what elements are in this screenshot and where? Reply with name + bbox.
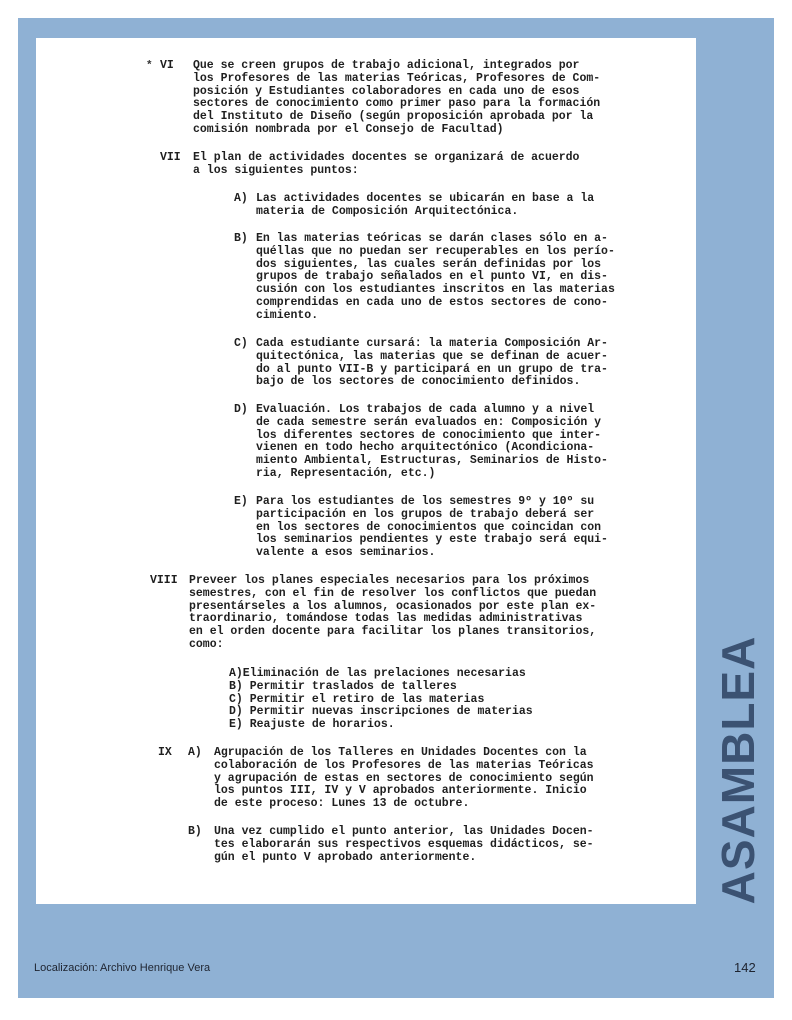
item-label: E): [234, 495, 248, 508]
text-line: sectores de conocimiento como primer paso para la formación: [193, 97, 601, 111]
text-line: de cada semestre serán evaluados en: Composición y: [256, 415, 602, 429]
section-vii-c-text: [256, 338, 608, 389]
text-line: los diferentes sectores de conocimiento que inter-: [256, 428, 602, 442]
text-line: tes elaborarán sus respectivos esquemas didácticos, se-: [214, 837, 594, 851]
section-vi-text: [193, 60, 600, 137]
section-vii-text: [193, 152, 579, 178]
section-vii-b-text: [256, 233, 615, 323]
side-title-text: ASAMBLEA: [712, 635, 764, 905]
text-line: El plan de actividades docentes se organizará de acuerdo: [193, 151, 580, 164]
text-line: del Instituto de Diseño (según proposición aprobada por la: [193, 110, 594, 124]
section-ix-b-text: [214, 826, 594, 864]
list-item: B) Permitir traslados de talleres: [229, 679, 457, 693]
text-line: posición y Estudiantes colaboradores en cada uno de esos: [193, 84, 580, 98]
text-line: Evaluación. Los trabajos de cada alumno y a nivel: [256, 403, 595, 416]
text-line: miento Ambiental, Estructuras, Seminarios de Histo-: [256, 454, 608, 468]
text-line: gún el punto V aprobado anteriormente.: [214, 850, 477, 864]
text-line: Preveer los planes especiales necesarios para los próximos: [189, 574, 590, 587]
text-line: Una vez cumplido el punto anterior, las Unidades Docen-: [214, 825, 594, 838]
item-label: D): [234, 403, 248, 416]
section-viii-number: VIII: [150, 574, 178, 587]
section-vii-a-text: [256, 193, 594, 219]
text-line: Que se creen grupos de trabajo adicional, integrados por: [193, 59, 580, 72]
text-line: semestres, con el fin de resolver los conflictos que puedan: [189, 586, 597, 600]
section-ix-number: IX: [158, 746, 172, 759]
list-item: E) Reajuste de horarios.: [229, 718, 395, 732]
item-label: C): [234, 337, 248, 350]
text-line: comisión nombrada por el Consejo de Facultad): [193, 122, 504, 136]
text-line: los puntos III, IV y V aprobados anteriormente. Inicio: [214, 784, 587, 798]
text-line: cusión con los estudiantes inscritos en las materias: [256, 283, 615, 297]
section-viii-list: [229, 668, 533, 732]
document-sheet: [36, 38, 696, 904]
text-line: do al punto VII-B y participará en un grupo de tra-: [256, 362, 608, 376]
text-line: grupos de trabajo señalados en el punto VI, en dis-: [256, 270, 608, 284]
list-item: C) Permitir el retiro de las materias: [229, 692, 485, 706]
item-label: A): [234, 192, 248, 205]
text-line: En las materias teóricas se darán clases sólo en a-: [256, 232, 608, 245]
section-vii-number: VII: [160, 151, 181, 164]
text-line: Cada estudiante cursará: la materia Composición Ar-: [256, 337, 608, 350]
text-line: valente a esos seminarios.: [256, 546, 436, 560]
text-line: dos siguientes, las cuales serán definidas por los: [256, 257, 602, 271]
text-line: colaboración de los Profesores de las materias Teóricas: [214, 758, 594, 772]
text-line: participación en los grupos de trabajo deberá ser: [256, 507, 595, 521]
text-line: vienen en todo hecho arquitectónico (Acondiciona-: [256, 441, 595, 455]
text-line: Agrupación de los Talleres en Unidades Docentes con la: [214, 746, 587, 759]
text-line: quéllas que no puedan ser recuperables en los perío-: [256, 244, 615, 258]
text-line: Para los estudiantes de los semestres 9º y 10º su: [256, 495, 595, 508]
text-line: traordinario, tomándose todas las medidas administrativas: [189, 612, 583, 626]
side-title: [712, 620, 764, 920]
section-vi-number: VI: [160, 59, 174, 72]
section-viii-text: [189, 575, 596, 652]
item-label: B): [234, 232, 248, 245]
text-line: como:: [189, 637, 224, 651]
text-line: cimiento.: [256, 308, 319, 322]
text-line: materia de Composición Arquitectónica.: [256, 204, 519, 218]
source-caption: Localización: Archivo Henrique Vera: [34, 962, 211, 974]
text-line: en el orden docente para facilitar los planes transitorios,: [189, 625, 597, 639]
typed-document: [36, 38, 696, 904]
margin-mark: *: [146, 60, 153, 72]
text-line: los Profesores de las materias Teóricas, Profesores de Com-: [193, 71, 601, 85]
item-label: B): [188, 825, 202, 838]
text-line: ria, Representación, etc.): [256, 466, 436, 480]
text-line: bajo de los sectores de conocimiento definidos.: [256, 375, 581, 389]
list-item: A)Eliminación de las prelaciones necesarias: [229, 667, 526, 680]
page-number: 142: [734, 960, 756, 975]
text-line: en los sectores de conocimientos que coincidan con: [256, 520, 602, 534]
section-ix-a-text: [214, 747, 594, 811]
text-line: y agrupación de estas en sectores de conocimiento según: [214, 771, 594, 785]
text-line: comprendidas en cada uno de estos sectores de cono-: [256, 295, 608, 309]
text-line: quitectónica, las materias que se definan de acuer-: [256, 349, 608, 363]
text-line: a los siguientes puntos:: [193, 163, 359, 177]
text-line: presentárseles a los alumnos, ocasionados por este plan ex-: [189, 599, 597, 613]
text-line: de este proceso: Lunes 13 de octubre.: [214, 797, 470, 811]
item-label: A): [188, 746, 202, 759]
list-item: D) Permitir nuevas inscripciones de materias: [229, 705, 533, 719]
text-line: los seminarios pendientes y este trabajo será equi-: [256, 533, 608, 547]
section-vii-e-text: [256, 496, 608, 560]
text-line: Las actividades docentes se ubicarán en base a la: [256, 192, 595, 205]
section-vii-d-text: [256, 404, 608, 481]
